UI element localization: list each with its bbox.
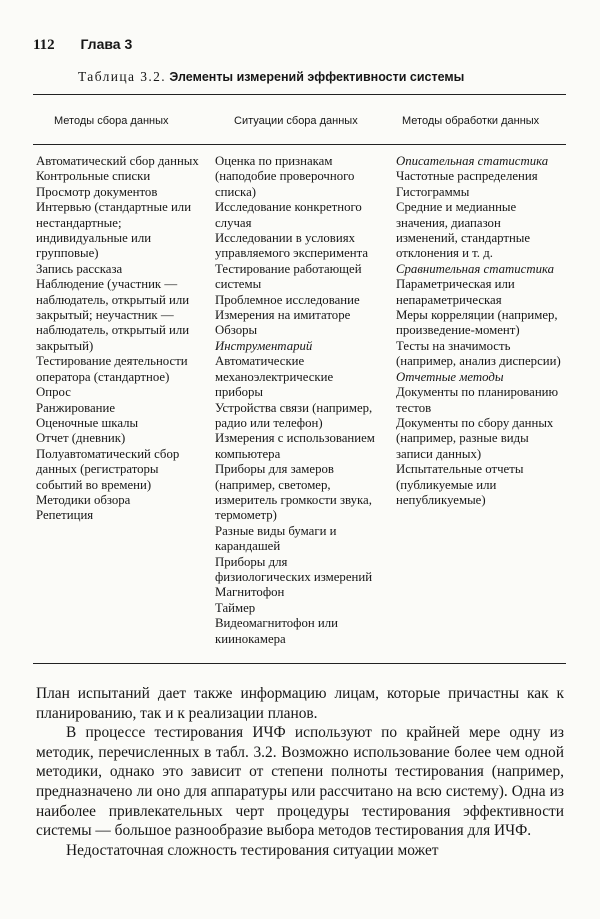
- table-entry: Тестирование деятельности оператора (стандартное): [36, 354, 188, 384]
- table-subheading: Инструментарий: [215, 338, 313, 353]
- table-entry: Измерения с использованием компьютера: [215, 431, 375, 461]
- table-bottom-rule: [33, 663, 566, 664]
- table-entry: Исследовании в условиях управляемого эксперимента: [215, 231, 369, 261]
- body-text: [36, 684, 564, 860]
- table-entry: Тестирование работающей системы: [215, 261, 362, 292]
- table-entry: Приборы для физиологических измерений: [215, 554, 373, 584]
- table-entry: Отчет (дневник): [36, 431, 126, 446]
- table-subheading: Отчетные методы: [396, 369, 504, 384]
- table-entry: Видеомагнитофон или киинокамера: [215, 616, 339, 646]
- table-entry: Измерения на имитаторе: [215, 308, 351, 323]
- table-entry: Средние и медианные значения, диапазон изменений, стандартные отклонения и т. д.: [396, 200, 531, 261]
- table-caption-title: Элементы измерений эффективности системы: [169, 70, 465, 84]
- paragraph: В процессе тестирования ИЧФ используют по крайней мере одну из методик, перечисленных в табл. 3.2. Возможно использование более чем одной методики, однако это зависит от степени полноты тестирования (например, предназначено ли оно для аппаратуры или рассчитано на всю систему). Одна из наиболее привлекательных черт процедуры тестирования эффективности системы — большое разнообразие выбора методов тестирования для ИЧФ.: [36, 724, 564, 840]
- column-header-collection-situations: Ситуации сбора данных: [234, 115, 358, 127]
- table-entry: Полуавтоматический сбор данных (регистраторы событий во времени): [36, 446, 180, 492]
- table-entry: Тесты на значимость (например, анализ дисперсии): [396, 338, 561, 369]
- table-caption-label: Таблица 3.2.: [78, 69, 167, 84]
- table-subheading: Сравнительная статистика: [396, 261, 555, 276]
- table-entry: Оценка по признакам (наподобие проверочного списка): [215, 154, 355, 199]
- paragraph: План испытаний дает также информацию лицам, которые причастны как к планированию, так и к реализации планов.: [36, 685, 564, 722]
- table-entry: Гистограммы: [396, 184, 470, 199]
- table-entry: Таймер: [215, 600, 256, 615]
- table-entry: Устройства связи (например, радио или телефон): [215, 400, 373, 430]
- table-entry: Магнитофон: [215, 585, 285, 600]
- table-entry: Интервью (стандартные или нестандартные; индивидуальные или групповые): [36, 200, 192, 261]
- table-entry: Меры корреляции (например, произведение-момент): [396, 308, 558, 338]
- table-header-rule: [33, 144, 566, 145]
- table-subheading: Описательная статистика: [396, 154, 549, 168]
- table-entry: Просмотр документов: [36, 184, 158, 199]
- table-entry: Частотные распределения: [396, 169, 538, 184]
- table-entry: Обзоры: [215, 323, 258, 338]
- table-entry: Параметрическая или непараметрическая: [396, 277, 515, 307]
- table-entry: Наблюдение (участник — наблюдатель, открытый или закрытый; неучастник — наблюдатель, открытый или закрытый): [36, 277, 190, 353]
- table-entry: Контрольные списки: [36, 169, 151, 184]
- column-header-processing-methods: Методы обработки данных: [402, 115, 540, 127]
- table-entry: Автоматические механоэлектрические приборы: [215, 354, 334, 400]
- table-entry: Опрос: [36, 385, 71, 400]
- table-entry: Документы по планированию тестов: [396, 385, 559, 415]
- column-header-collection-methods: Методы сбора данных: [54, 115, 169, 127]
- table-entry: Ранжирование: [36, 400, 116, 415]
- table-entry: Методики обзора: [36, 492, 131, 507]
- table-top-rule: [33, 94, 566, 95]
- page-header: [33, 36, 132, 54]
- table-entry: Оценочные шкалы: [36, 415, 139, 430]
- chapter-title: Глава 3: [80, 36, 133, 52]
- column-collection-methods: [36, 154, 206, 524]
- column-processing-methods: [396, 154, 562, 508]
- paragraph: Недостаточная сложность тестирования ситуации может: [66, 841, 439, 859]
- table-entry: Автоматический сбор данных: [36, 154, 199, 168]
- column-collection-situations: [215, 154, 383, 647]
- table-caption: [78, 69, 464, 85]
- table-entry: Исследование конкретного случая: [215, 200, 362, 230]
- table-entry: Запись рассказа: [36, 261, 123, 276]
- table-entry: Приборы для замеров (например, светомер, измеритель громкости звука, термометр): [215, 462, 372, 523]
- table-entry: Проблемное исследование: [215, 292, 360, 307]
- table-entry: Испытательные отчеты (публикуемые или непубликуемые): [396, 462, 524, 507]
- table-entry: Репетиция: [36, 508, 94, 523]
- page-number: 112: [33, 37, 55, 53]
- table-entry: Документы по сбору данных (например, разные виды записи данных): [396, 415, 554, 461]
- table-entry: Разные виды бумаги и карандашей: [215, 523, 337, 554]
